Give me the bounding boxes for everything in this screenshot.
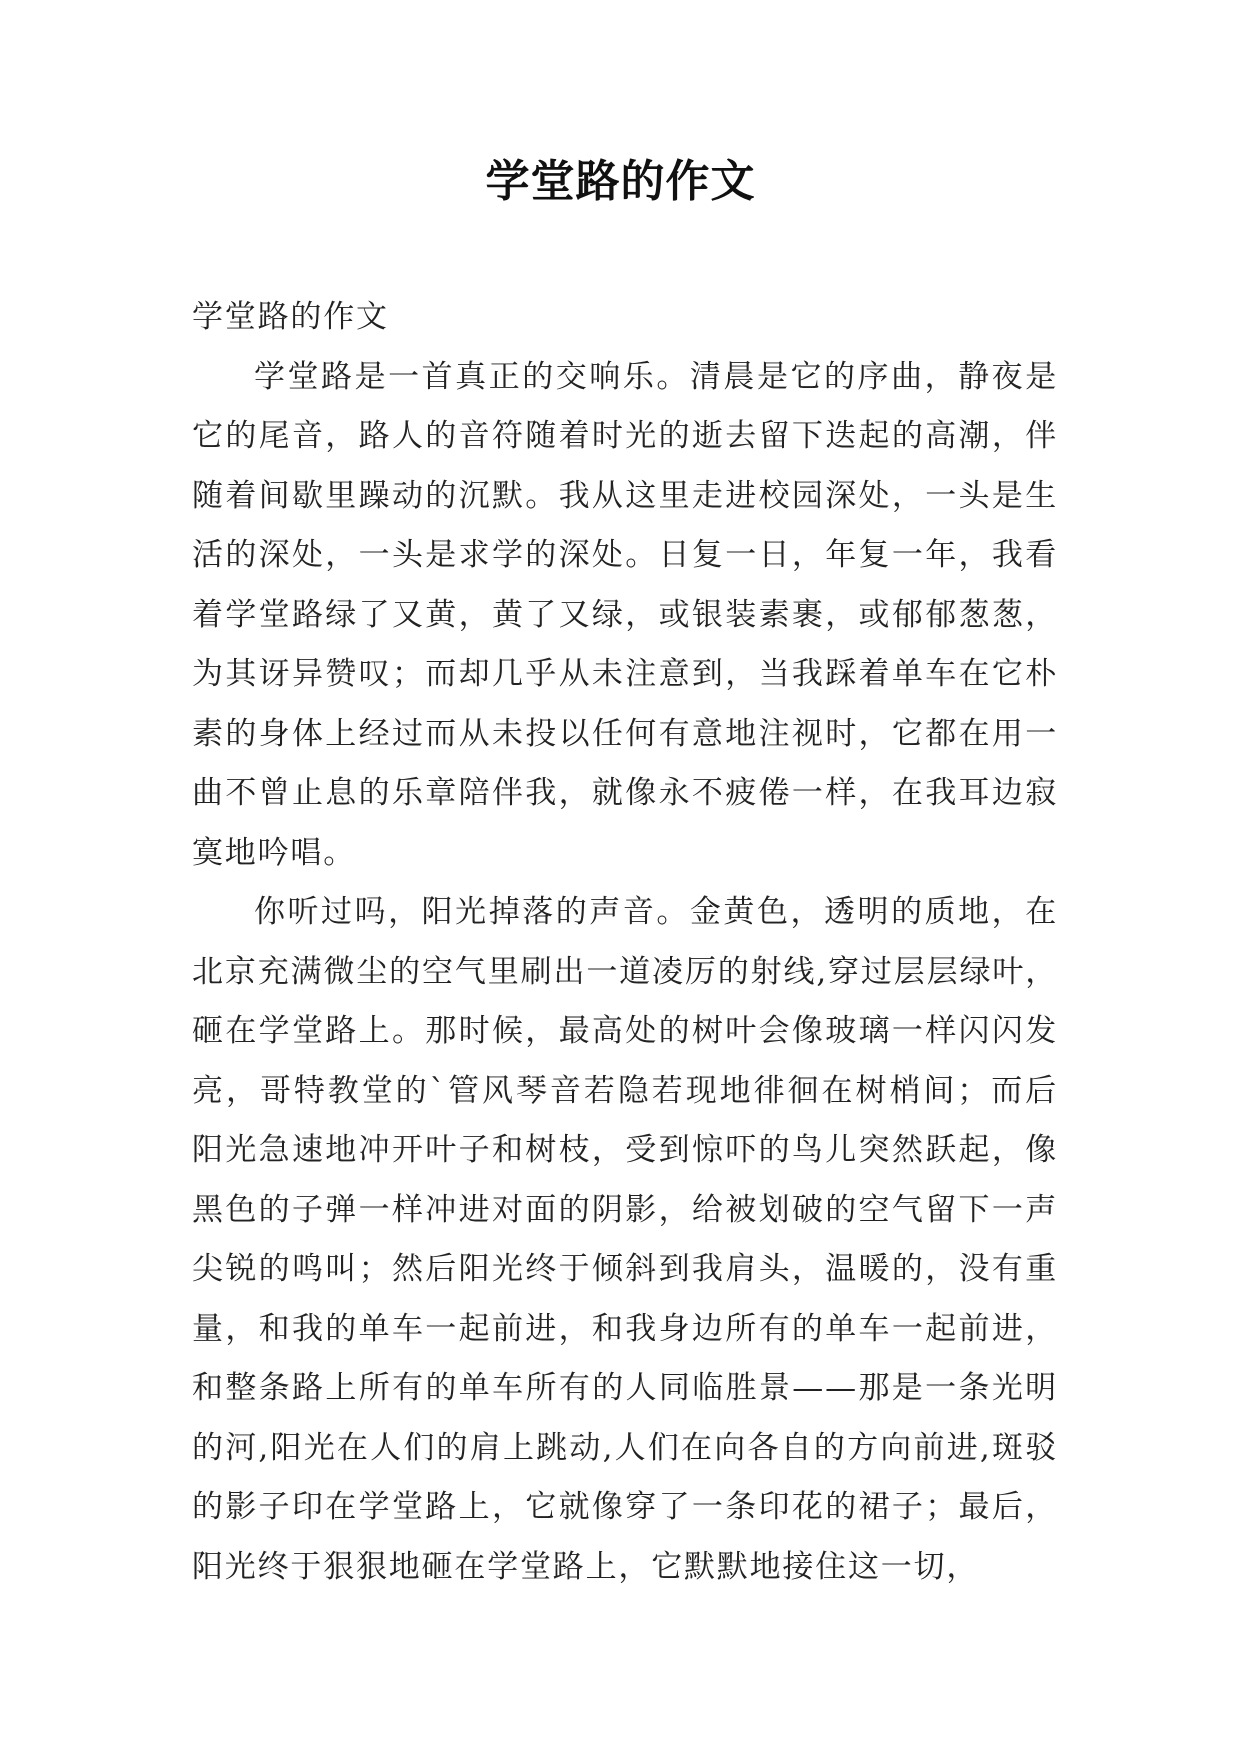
paragraph-1: 学堂路是一首真正的交响乐。清晨是它的序曲，静夜是它的尾音，路人的音符随着时光的逝去留下迭起的高潮，伴随着间歇里躁动的沉默。我从这里走进校园深处，一头是生活的深处，一头是求学的深处。日复一日，年复一年，我看着学堂路绿了又黄，黄了又绿，或银装素裹，或郁郁葱葱，为其讶异赞叹；而却几乎从未注意到，当我踩着单车在它朴素的身体上经过而从未投以任何有意地注视时，它都在用一曲不曾止息的乐章陪伴我，就像永不疲倦一样，在我耳边寂寞地吟唱。	[192, 358, 1058, 871]
document-subtitle: 学堂路的作文	[192, 299, 389, 335]
document-body	[192, 288, 1058, 1597]
document-title: 学堂路的作文	[485, 156, 756, 207]
paragraph-2: 你听过吗，阳光掉落的声音。金黄色，透明的质地，在北京充满微尘的空气里刷出一道凌厉的射线,穿过层层绿叶，砸在学堂路上。那时候，最高处的树叶会像玻璃一样闪闪发亮，哥特教堂的`管风琴音若隐若现地徘徊在树梢间；而后阳光急速地冲开叶子和树枝，受到惊吓的鸟儿突然跃起，像黑色的子弹一样冲进对面的阴影，给被划破的空气留下一声尖锐的鸣叫；然后阳光终于倾斜到我肩头，温暖的，没有重量，和我的单车一起前进，和我身边所有的单车一起前进，和整条路上所有的单车所有的人同临胜景——那是一条光明的河,阳光在人们的肩上跳动,人们在向各自的方向前进,斑驳的影子印在学堂路上，它就像穿了一条印花的裙子；最后，阳光终于狠狠地砸在学堂路上，它默默地接住这一切，	[192, 894, 1058, 1585]
